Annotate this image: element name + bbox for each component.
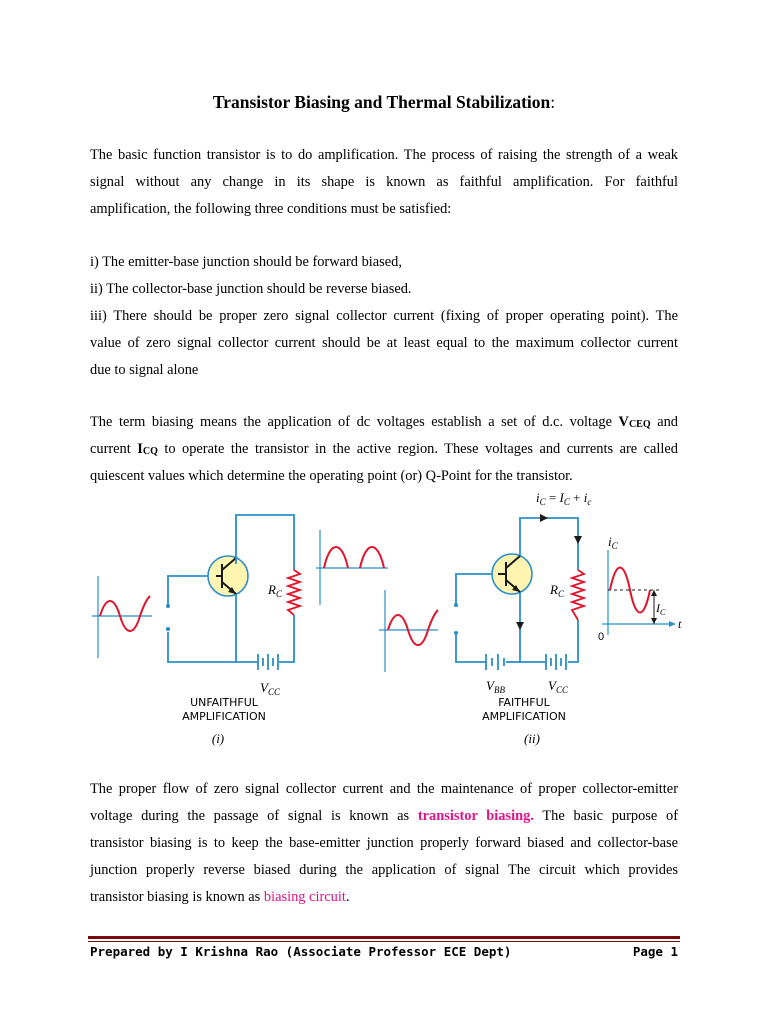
collector-current-equation: $i_C = I_C + i_c$ [536, 490, 592, 507]
footer-author: Prepared by I Krishna Rao (Associate Professor ECE Dept) [90, 944, 512, 959]
title-text: Transistor Biasing and Thermal Stabilization [212, 92, 551, 112]
closing-line-5: transistor biasing is known as biasing circuit. [90, 889, 350, 905]
biasing-text: The term biasing means the application of dc voltages establish a set of d.c. voltage [90, 414, 619, 430]
vcc-label-right: $V_{CC}$ [548, 678, 568, 695]
biasing-line-2: current ICQ to operate the transistor in the active region. These voltages and currents are called [90, 441, 678, 457]
footer-page-number: Page 1 [632, 944, 678, 959]
closing-line-2: voltage during the passage of signal is known as transistor biasing. The basic purpose of [90, 808, 679, 824]
closing-line: The proper flow of zero signal collector current and the maintenance of proper collector-emitter [90, 781, 678, 797]
intro-line: signal without any change in its shape is known as faithful amplification. For faithful [90, 174, 678, 190]
biasing-line-3: quiescent values which determine the operating point (or) Q-Point for the transistor. [90, 468, 573, 484]
closing-line: transistor biasing is to keep the base-emitter junction properly forward biased and collector-base [90, 835, 678, 851]
biasing-circuit-highlight: biasing circuit [263, 889, 346, 905]
closing-paragraph [90, 776, 678, 911]
closing-line: junction properly reverse biased during the application of signal The circuit which provides [90, 862, 678, 878]
unfaithful-label: AMPLIFICATION [182, 710, 266, 723]
rc-label-left: $R_C$ [268, 582, 282, 599]
faithful-label: AMPLIFICATION [482, 710, 566, 723]
title-colon: : [550, 92, 556, 112]
caption-i: (i) [211, 731, 225, 746]
vceq-symbol: VCEQ [618, 414, 651, 430]
condition-item: ii) The collector-base junction should be reverse biased. [90, 281, 412, 297]
condition-item: due to signal alone [90, 362, 199, 378]
condition-item: iii) There should be proper zero signal collector current (fixing of proper operating point). The [90, 308, 678, 324]
intro-line: amplification, the following three conditions must be satisfied: [90, 201, 452, 217]
condition-item: i) The emitter-base junction should be forward biased, [90, 254, 402, 270]
page-title [0, 92, 768, 113]
caption-ii: (ii) [524, 731, 540, 746]
footer-rule [88, 941, 680, 942]
footer-rule [88, 936, 680, 939]
intro-paragraph [90, 142, 678, 223]
graph-IC-label: $I_C$ [656, 601, 666, 617]
condition-item: value of zero signal collector current should be at least equal to the maximum collector current [90, 335, 678, 351]
graph-zero-label: 0 [598, 631, 605, 643]
faithful-label: FAITHFUL [498, 696, 550, 709]
biasing-paragraph [90, 409, 678, 490]
biasing-line-1: The term biasing means the application of dc voltages establish a set of d.c. voltage VCEQ and [90, 414, 678, 430]
graph-ic-label: $i_C$ [608, 534, 618, 551]
transistor-amplification-figure [88, 490, 688, 760]
transistor-biasing-highlight: transistor biasing. [417, 808, 534, 824]
unfaithful-label: UNFAITHFUL [190, 696, 258, 709]
intro-line: The basic function transistor is to do amplification. The process of raising the strength of a weak [90, 147, 678, 163]
icq-symbol: ICQ [137, 441, 158, 457]
vbb-label: $V_{BB}$ [486, 678, 505, 695]
graph-t-label: t [678, 617, 682, 631]
vcc-label-left: $V_{CC}$ [260, 680, 280, 697]
rc-label-right: $R_C$ [550, 582, 564, 599]
conditions-list [90, 249, 678, 384]
